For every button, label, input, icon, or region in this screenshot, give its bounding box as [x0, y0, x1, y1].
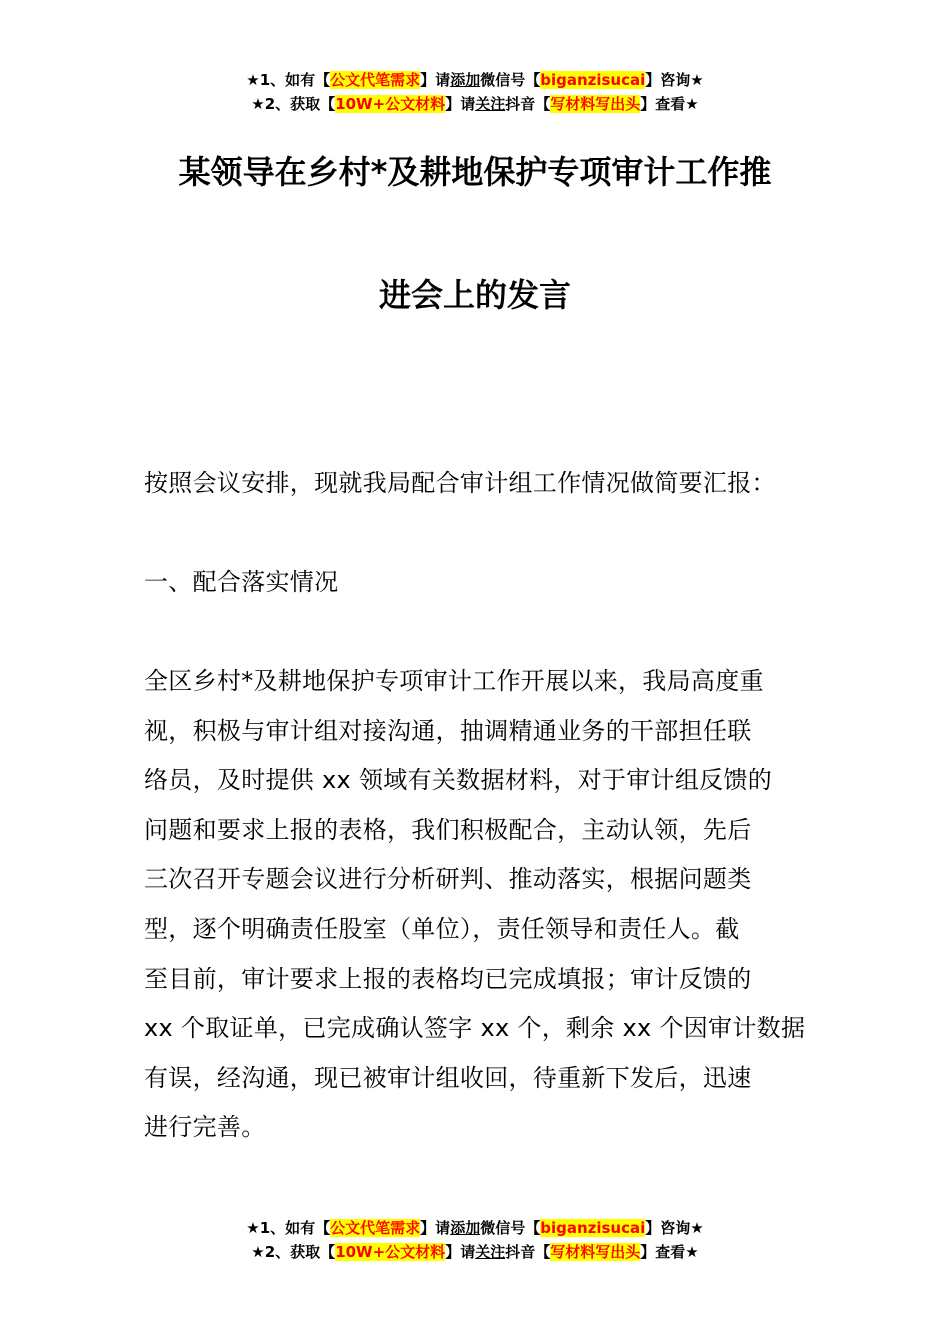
body-line: 视，积极与审计组对接沟通，抽调精通业务的干部担任联 [144, 716, 752, 745]
body-line: 全区乡村*及耕地保护专项审计工作开展以来，我局高度重 [144, 667, 764, 695]
header-promo-line-2 [0, 92, 950, 116]
promo-text: 】查看★ [640, 1243, 699, 1261]
promo-highlight-materials: 10W+公文材料 [335, 95, 446, 113]
document-title-line-2: 进会上的发言 [378, 276, 571, 314]
document-title-line-1: 某领导在乡村*及耕地保护专项审计工作推 [178, 153, 772, 191]
promo-text: ★2、获取【 [251, 1243, 336, 1261]
promo-underlined-action: 添加 [450, 1219, 481, 1237]
promo-underlined-action: 添加 [450, 71, 481, 89]
header-promo-line-1 [0, 68, 950, 92]
body-line: xx 个取证单，已完成确认签字 xx 个，剩余 xx 个因审计数据 [144, 1014, 806, 1043]
body-line: 络员，及时提供 xx 领域有关数据材料，对于审计组反馈的 [144, 766, 773, 795]
section-heading: 一、配合落实情况 [144, 568, 339, 596]
promo-text: 】请 [420, 71, 451, 89]
promo-text: 】请 [445, 95, 476, 113]
promo-text: 抖音【 [505, 1243, 551, 1261]
footer-promo [0, 1216, 950, 1264]
promo-text: ★2、获取【 [251, 95, 336, 113]
promo-text: 微信号【 [480, 1219, 541, 1237]
promo-text: 】请 [445, 1243, 476, 1261]
promo-highlight-douyin-account: 写材料写出头 [550, 95, 641, 113]
body-line: 问题和要求上报的表格，我们积极配合，主动认领，先后 [144, 815, 752, 844]
promo-highlight-wechat-id: biganzisucai [540, 71, 646, 89]
body-line: 有误，经沟通，现已被审计组收回，待重新下发后，迅速 [144, 1063, 752, 1092]
footer-promo-line-2 [0, 1240, 950, 1264]
footer-promo-line-1 [0, 1216, 950, 1240]
promo-text: 】请 [420, 1219, 451, 1237]
promo-underlined-action: 关注 [475, 1243, 506, 1261]
promo-text: 】咨询★ [645, 1219, 704, 1237]
promo-text: 】咨询★ [645, 71, 704, 89]
promo-underlined-action: 关注 [475, 95, 506, 113]
header-promo [0, 68, 950, 116]
promo-text: 抖音【 [505, 95, 551, 113]
body-line: 三次召开专题会议进行分析研判、推动落实，根据问题类 [144, 865, 752, 894]
promo-highlight-materials: 10W+公文材料 [335, 1243, 446, 1261]
body-line: 进行完善。 [144, 1113, 266, 1142]
promo-highlight-douyin-account: 写材料写出头 [550, 1243, 641, 1261]
promo-highlight-service: 公文代笔需求 [330, 1219, 421, 1237]
body-line: 至目前，审计要求上报的表格均已完成填报；审计反馈的 [144, 964, 752, 993]
promo-text: ★1、如有【 [246, 1219, 331, 1237]
promo-highlight-service: 公文代笔需求 [330, 71, 421, 89]
intro-paragraph: 按照会议安排，现就我局配合审计组工作情况做简要汇报： [144, 469, 776, 497]
promo-text: 微信号【 [480, 71, 541, 89]
promo-highlight-wechat-id: biganzisucai [540, 1219, 646, 1237]
promo-text: 】查看★ [640, 95, 699, 113]
promo-text: ★1、如有【 [246, 71, 331, 89]
body-paragraph [144, 657, 808, 1153]
body-line: 型，逐个明确责任股室（单位），责任领导和责任人。截 [144, 914, 740, 943]
